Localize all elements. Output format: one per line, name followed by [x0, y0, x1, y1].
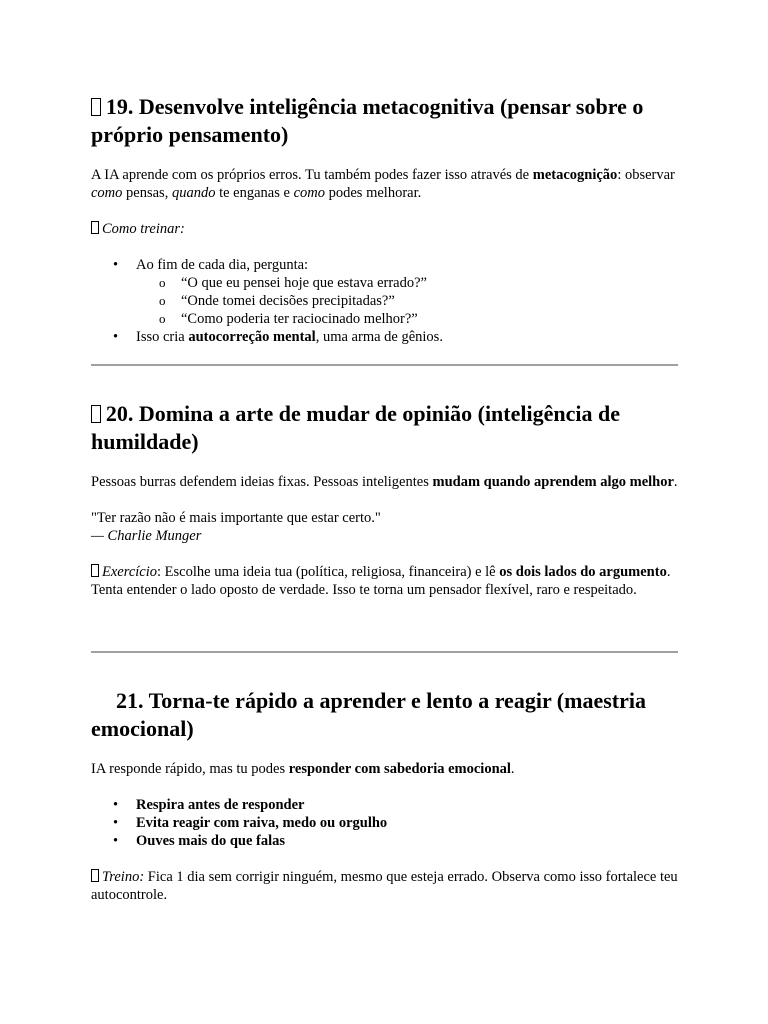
section-20-quote: "Ter razão não é mais importante que estar certo." — Charlie Munger	[91, 510, 381, 544]
sub-list-item: o “Como poderia ter raciocinado melhor?”	[91, 310, 679, 328]
missing-glyph-icon	[91, 221, 99, 234]
missing-glyph-icon	[91, 98, 101, 116]
section-19	[91, 93, 679, 346]
section-21-treino: Treino: Fica 1 dia sem corrigir ninguém, mesmo que esteja errado. Observa como isso fortalece teu autocontrole.	[91, 869, 678, 903]
list-item: • Isso cria autocorreção mental, uma arma de gênios.	[91, 328, 679, 346]
section-21	[91, 687, 679, 904]
section-divider	[91, 364, 678, 366]
section-19-list	[91, 256, 679, 346]
missing-glyph-icon	[91, 405, 101, 423]
section-20	[91, 400, 679, 599]
section-20-exercise: Exercício: Escolhe uma ideia tua (política, religiosa, financeira) e lê os dois lados do argumento. Tenta entender o lado oposto de verdade. Isso te torna um pensador flexível, raro e respeitado.	[91, 564, 671, 598]
list-item: • Ao fim de cada dia, pergunta:	[91, 256, 679, 274]
sub-list-item: o “Onde tomei decisões precipitadas?”	[91, 292, 679, 310]
sub-list-item: o “O que eu pensei hoje que estava errado?”	[91, 274, 679, 292]
section-19-train-label: Como treinar:	[91, 220, 679, 238]
section-20-heading: 20. Domina a arte de mudar de opinião (inteligência de humildade)	[91, 401, 620, 454]
missing-glyph-icon	[91, 869, 99, 882]
list-item: • Ouves mais do que falas	[91, 832, 679, 850]
list-item: • Respira antes de responder	[91, 796, 679, 814]
list-item: • Evita reagir com raiva, medo ou orgulho	[91, 814, 679, 832]
section-21-intro: IA responde rápido, mas tu podes responder com sabedoria emocional.	[91, 761, 515, 777]
missing-glyph-icon	[91, 564, 99, 577]
section-divider	[91, 651, 678, 653]
section-21-list	[91, 796, 679, 850]
section-19-intro: A IA aprende com os próprios erros. Tu também podes fazer isso através de metacognição: observar como pensas, quando te enganas e como podes melhorar.	[91, 167, 675, 201]
section-21-heading: 21. Torna-te rápido a aprender e lento a reagir (maestria emocional)	[91, 688, 646, 741]
section-20-intro: Pessoas burras defendem ideias fixas. Pessoas inteligentes mudam quando aprendem algo melhor.	[91, 474, 678, 490]
section-19-heading: 19. Desenvolve inteligência metacognitiva (pensar sobre o próprio pensamento)	[91, 94, 644, 147]
